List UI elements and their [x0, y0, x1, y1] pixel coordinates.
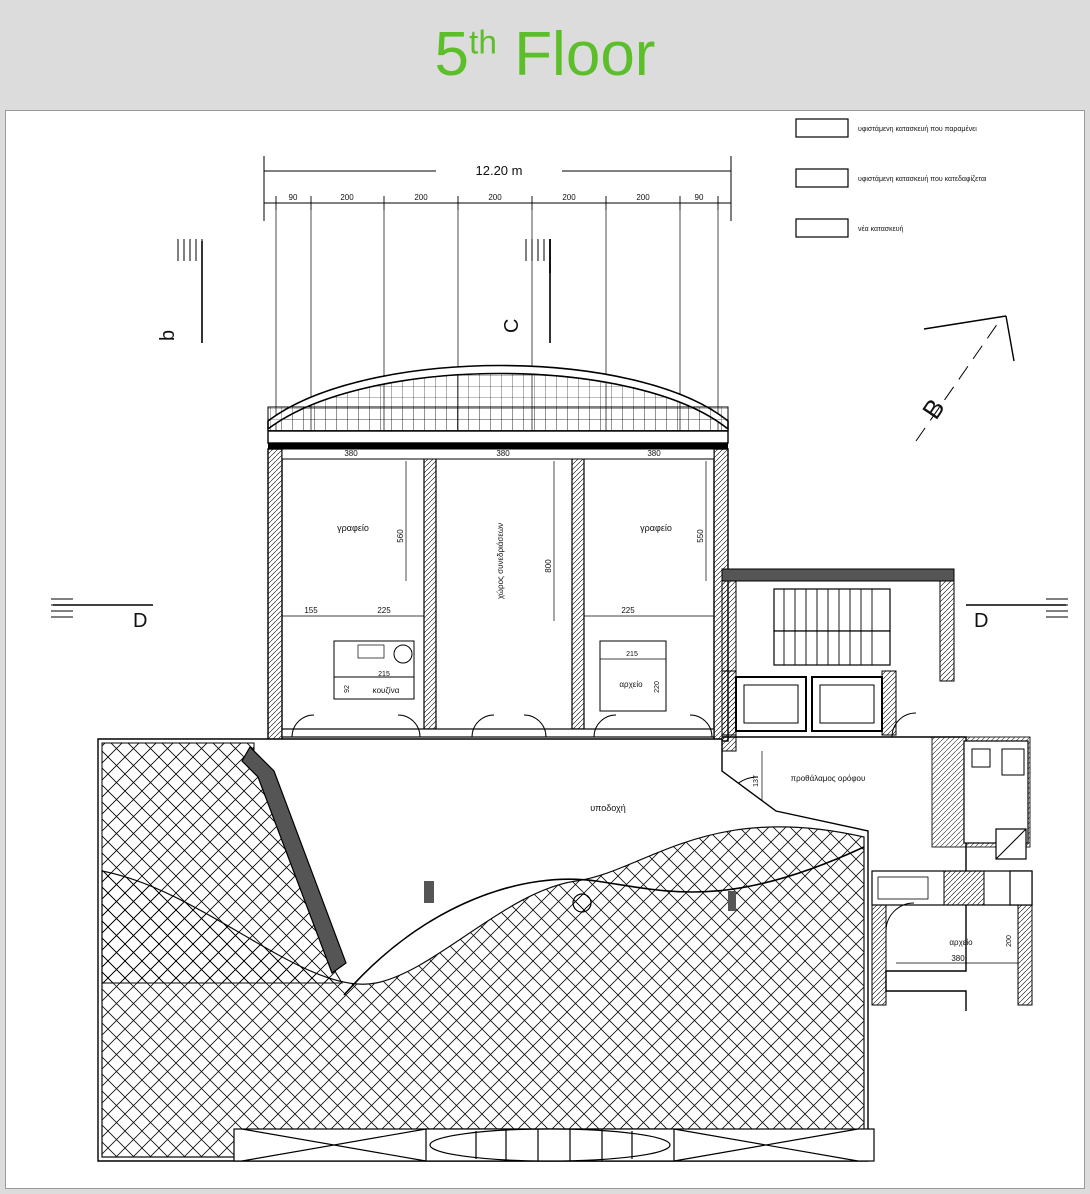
- kitchen-unit: [334, 641, 414, 699]
- section-label-d-right: D: [974, 610, 989, 632]
- dim-room-380-right: 380: [647, 449, 661, 458]
- dim-155: 155: [304, 606, 318, 615]
- section-mark-c: [501, 239, 550, 343]
- dim-200: 200: [1006, 935, 1013, 947]
- section-mark-d-right: [966, 599, 1068, 632]
- label-archive-center: αρχείο: [619, 680, 643, 689]
- dim-215-kitchen: 215: [378, 671, 390, 678]
- label-meeting-room: χώρος συνεδριάσεων: [496, 522, 505, 600]
- dim-top-7: 90: [694, 193, 704, 202]
- label-reception: υποδοχή: [590, 803, 626, 813]
- legend-label-new: νέα κατασκευή: [858, 226, 904, 233]
- dim-top-1: 90: [288, 193, 298, 202]
- dim-225-left: 225: [377, 606, 391, 615]
- wall-partition-left: [424, 449, 436, 729]
- terrace-tree: [573, 894, 591, 912]
- dim-top-5: 200: [562, 193, 576, 202]
- section-label-c: C: [501, 318, 523, 333]
- label-kitchen: κουζίνα: [372, 686, 400, 695]
- section-mark-d-left: [51, 599, 153, 632]
- section-label-d-left: D: [133, 610, 148, 632]
- section-label-b-right: B: [916, 393, 951, 425]
- terrace-feature-post-right: [728, 891, 736, 911]
- floor-plan-sheet: [5, 110, 1085, 1189]
- dim-92: 92: [344, 685, 351, 693]
- dim-top-6: 200: [636, 193, 650, 202]
- terrace-balustrade: [234, 1129, 874, 1161]
- label-office-right: γραφείο: [640, 523, 672, 533]
- legend-swatch-existing-kept: [796, 119, 848, 137]
- section-label-b-left: b: [157, 329, 179, 341]
- dim-top-3: 200: [414, 193, 428, 202]
- legend-label-existing-kept: υφιστάμενη κατασκευή που παραμένει: [858, 126, 977, 133]
- overall-dimension-label: 12.20 m: [475, 163, 523, 178]
- stair-flight: [774, 589, 890, 631]
- label-floor-vestibule: προθάλαμος ορόφου: [790, 774, 866, 783]
- dim-220: 220: [654, 681, 661, 693]
- stair-core: [722, 569, 954, 751]
- page-title-ordinal: th: [469, 24, 497, 62]
- terrace-area: [98, 739, 874, 1161]
- dim-215-archive: 215: [626, 651, 638, 658]
- label-archive-right: αρχείο: [949, 938, 973, 947]
- section-mark-b-right: [916, 316, 1014, 441]
- archive-center-unit: [600, 641, 666, 711]
- legend-label-existing-demolished: υφιστάμενη κατασκευή που κατεδαφίζεται: [858, 176, 987, 183]
- wall-partition-right: [572, 449, 584, 729]
- section-mark-b-left: [157, 239, 202, 343]
- dim-top-2: 200: [340, 193, 354, 202]
- legend-swatch-existing-demolished: [796, 169, 848, 187]
- dim-560: 560: [396, 529, 405, 543]
- page-title-word: Floor: [514, 20, 656, 89]
- label-office-left: γραφείο: [337, 523, 369, 533]
- wall-left-outer: [268, 449, 282, 741]
- upper-rooms-block: [268, 449, 728, 751]
- page-title-number: 5: [434, 20, 470, 89]
- dim-room-380-center: 380: [496, 449, 510, 458]
- dim-550: 550: [696, 529, 705, 543]
- dim-225-right: 225: [621, 606, 635, 615]
- dim-room-380-left: 380: [344, 449, 358, 458]
- title-bar: [0, 0, 1090, 110]
- page-title: [434, 20, 656, 89]
- terrace-feature-post: [424, 881, 434, 903]
- dim-800: 800: [544, 559, 553, 573]
- barrel-vault-roof: [268, 366, 728, 450]
- legend-swatch-new: [796, 219, 848, 237]
- floor-plan-drawing: [6, 111, 1084, 1188]
- dim-137: 137: [753, 775, 760, 787]
- legend: [796, 119, 987, 237]
- dim-380-archive: 380: [951, 954, 965, 963]
- dim-top-4: 200: [488, 193, 502, 202]
